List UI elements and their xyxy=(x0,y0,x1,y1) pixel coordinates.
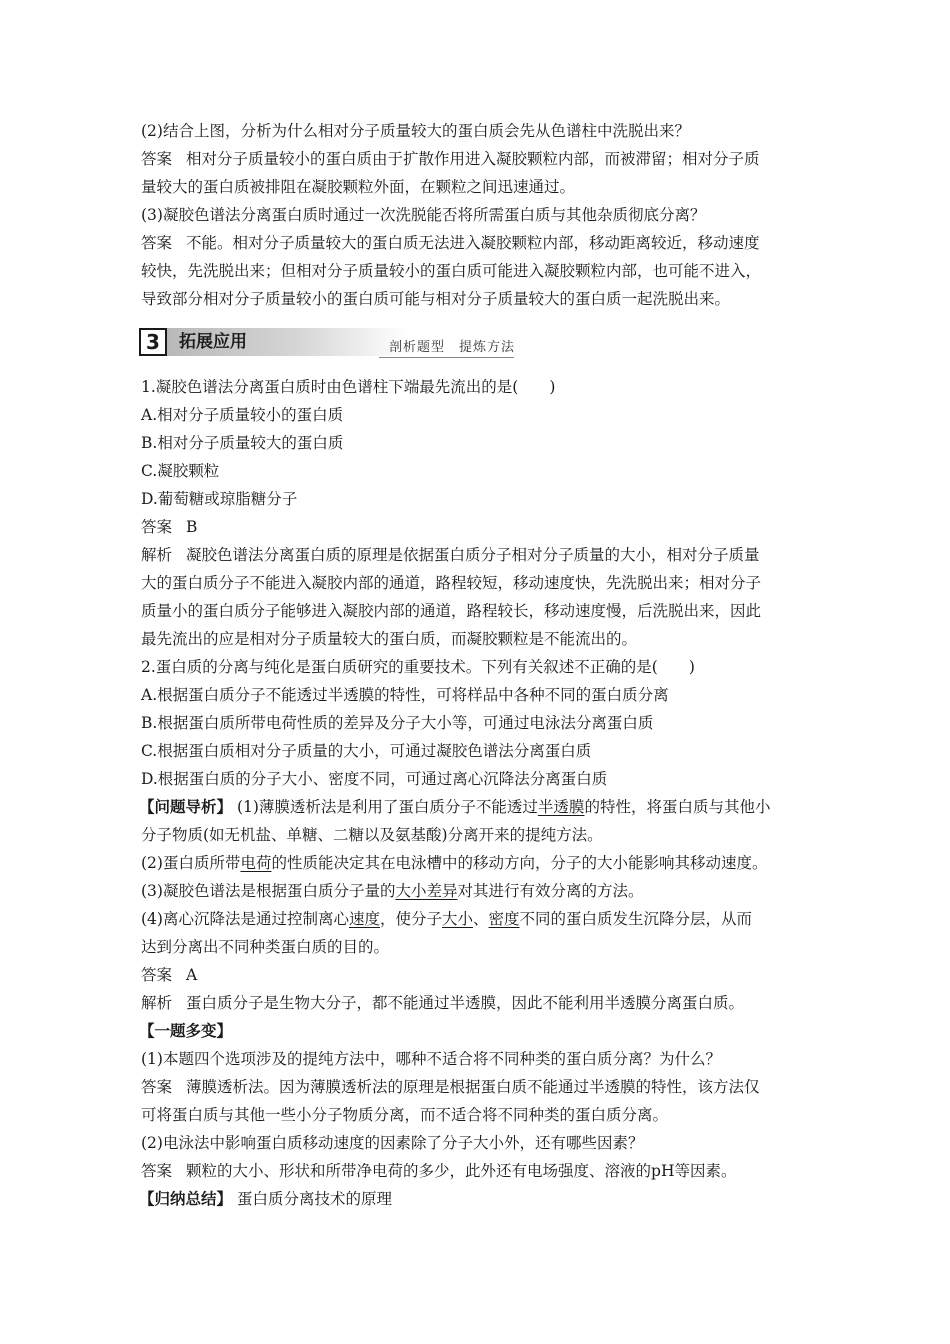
answer-2-top-line1: 答案 相对分子质量较小的蛋白质由于扩散作用进入凝胶颗粒内部，而被滞留；相对分子质 xyxy=(141,150,760,168)
analysis-label: 解析 xyxy=(141,546,173,564)
section-subtitle: 剖析题型 提炼方法 xyxy=(389,340,516,355)
answer-label: 答案 xyxy=(141,518,173,536)
question-2-analysis: 解析 蛋白质分子是生物大分子，都不能通过半透膜，因此不能利用半透膜分离蛋白质。 xyxy=(141,994,745,1012)
summary-tag: 【归纳总结】 xyxy=(139,1190,233,1208)
answer-3-top-line2: 较快，先洗脱出来；但相对分子质量较小的蛋白质可能进入凝胶颗粒内部，也可能不进入， xyxy=(141,262,762,280)
variant-answer-1-line1: 答案 薄膜透析法。因为薄膜透析法的原理是根据蛋白质不能通过半透膜的特性，该方法仅 xyxy=(141,1078,760,1096)
answer-2-top-line2: 量较大的蛋白质被排阻在凝胶颗粒外面，在颗粒之间迅速通过。 xyxy=(141,178,576,196)
underlined-term: 密度 xyxy=(488,910,520,928)
underlined-term: 电荷 xyxy=(240,854,272,872)
answer-3-top-line1: 答案 不能。相对分子质量较大的蛋白质无法进入凝胶颗粒内部，移动距离较近，移动速度 xyxy=(141,234,760,252)
question-1-analysis-line3: 质量小的蛋白质分子能够进入凝胶内部的通道，路程较长，移动速度慢，后洗脱出来，因此 xyxy=(141,602,762,620)
question-2-option-d: D.根据蛋白质的分子大小、密度不同，可通过离心沉降法分离蛋白质 xyxy=(141,770,608,788)
variant-answer-1-line2: 可将蛋白质与其他一些小分子物质分离，而不适合将不同种类的蛋白质分离。 xyxy=(141,1106,669,1124)
question-1-option-d: D.葡萄糖或琼脂糖分子 xyxy=(141,490,298,508)
section-number: 3 xyxy=(139,328,167,356)
variant-tag: 【一题多变】 xyxy=(139,1022,233,1040)
answer-label: 答案 xyxy=(141,1078,173,1096)
guide-item-1-line2: 分子物质(如无机盐、单糖、二糖以及氨基酸)分离开来的提纯方法。 xyxy=(141,826,603,844)
answer-label: 答案 xyxy=(141,234,173,252)
section-title: 拓展应用 xyxy=(179,332,247,352)
answer-label: 答案 xyxy=(141,966,173,984)
underlined-term: 半透膜 xyxy=(537,798,585,816)
guide-tag: 【问题导析】 xyxy=(139,798,233,816)
question-2-option-a: A.根据蛋白质分子不能透过半透膜的特性，可将样品中各种不同的蛋白质分离 xyxy=(141,686,669,704)
question-1-analysis-line4: 最先流出的应是相对分子质量较大的蛋白质，而凝胶颗粒是不能流出的。 xyxy=(141,630,638,648)
summary-heading xyxy=(139,1185,813,1213)
question-2-answer: 答案 A xyxy=(141,966,198,984)
question-1-stem: 1.凝胶色谱法分离蛋白质时由色谱柱下端最先流出的是( ) xyxy=(141,378,556,396)
underlined-term: 大小 xyxy=(442,910,474,928)
underlined-term: 速度 xyxy=(348,910,380,928)
guide-item-2: (2)蛋白质所带电荷的性质能决定其在电泳槽中的移动方向，分子的大小能影响其移动速度。 xyxy=(141,854,768,872)
analysis-label: 解析 xyxy=(141,994,173,1012)
variant-answer-2: 答案 颗粒的大小、形状和所带净电荷的多少，此外还有电场强度、溶液的pH等因素。 xyxy=(141,1162,737,1180)
question-1-option-a: A.相对分子质量较小的蛋白质 xyxy=(141,406,344,424)
variant-question-2: (2)电泳法中影响蛋白质移动速度的因素除了分子大小外，还有哪些因素？ xyxy=(141,1134,644,1152)
question-1-answer: 答案 B xyxy=(141,518,198,536)
page-content xyxy=(141,117,813,1213)
section-header xyxy=(139,326,813,364)
guide-item-4-line1: (4)离心沉降法是通过控制离心速度，使分子大小、密度不同的蛋白质发生沉降分层，从而 xyxy=(141,910,753,928)
question-2-top: (2)结合上图，分析为什么相对分子质量较大的蛋白质会先从色谱柱中洗脱出来？ xyxy=(141,122,690,140)
answer-label: 答案 xyxy=(141,1162,173,1180)
answer-3-top-line3: 导致部分相对分子质量较小的蛋白质可能与相对分子质量较大的蛋白质一起洗脱出来。 xyxy=(141,290,731,308)
variant-question-1: (1)本题四个选项涉及的提纯方法中，哪种不适合将不同种类的蛋白质分离？为什么？ xyxy=(141,1050,721,1068)
underlined-term: 大小差异 xyxy=(395,882,458,900)
summary-title: 蛋白质分离技术的原理 xyxy=(236,1190,392,1208)
question-1-analysis-line2: 大的蛋白质分子不能进入凝胶内部的通道，路程较短，移动速度快，先洗脱出来；相对分子 xyxy=(141,574,762,592)
guide-item-4-line2: 达到分离出不同种类蛋白质的目的。 xyxy=(141,938,390,956)
question-2-stem: 2.蛋白质的分离与纯化是蛋白质研究的重要技术。下列有关叙述不正确的是( ) xyxy=(141,658,695,676)
question-1-option-b: B.相对分子质量较大的蛋白质 xyxy=(141,434,344,452)
question-2-option-c: C.根据蛋白质相对分子质量的大小，可通过凝胶色谱法分离蛋白质 xyxy=(141,742,592,760)
section-rule xyxy=(379,357,514,358)
question-1-analysis-line1: 解析 凝胶色谱法分离蛋白质的原理是依据蛋白质分子相对分子质量的大小，相对分子质量 xyxy=(141,546,760,564)
guide-item-3: (3)凝胶色谱法是根据蛋白质分子量的大小差异对其进行有效分离的方法。 xyxy=(141,882,644,900)
guide-item-1-line1: 【问题导析】 (1)薄膜透析法是利用了蛋白质分子不能透过半透膜的特性，将蛋白质与其他小 xyxy=(139,798,771,816)
answer-label: 答案 xyxy=(141,150,173,168)
question-2-option-b: B.根据蛋白质所带电荷性质的差异及分子大小等，可通过电泳法分离蛋白质 xyxy=(141,714,654,732)
question-3-top: (3)凝胶色谱法分离蛋白质时通过一次洗脱能否将所需蛋白质与其他杂质彻底分离？ xyxy=(141,206,706,224)
question-1-option-c: C.凝胶颗粒 xyxy=(141,462,220,480)
